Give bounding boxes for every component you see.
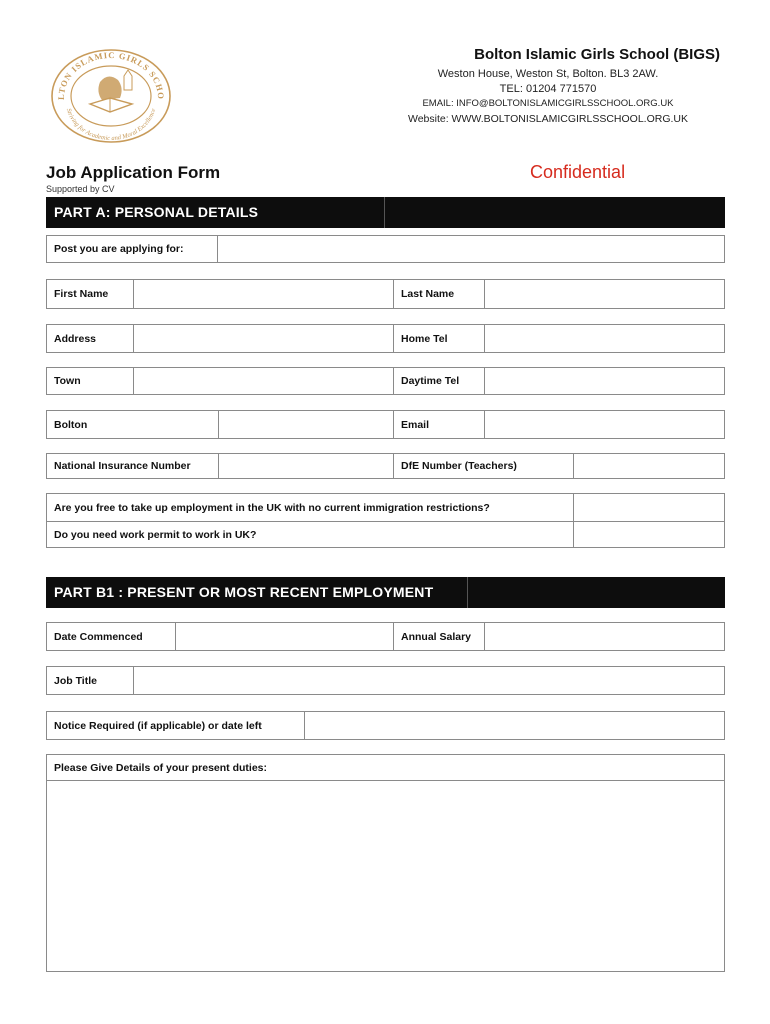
last-name-label: Last Name — [393, 280, 484, 308]
daytime-tel-field[interactable] — [484, 368, 724, 394]
bolton-label: Bolton — [54, 418, 88, 431]
job-title-row — [46, 666, 725, 695]
last-name-field[interactable] — [484, 280, 724, 308]
name-row — [46, 279, 725, 309]
school-tel: TEL: 01204 771570 — [499, 83, 597, 95]
first-name-label: First Name — [54, 288, 109, 300]
work-permit-label: Do you need work permit to work in UK? — [54, 528, 257, 541]
work-permit-field[interactable] — [573, 522, 724, 547]
section-part-b1-header — [46, 577, 725, 608]
svg-text:Striving for Academic and Mora — [65, 108, 157, 142]
section-part-a-header — [46, 197, 725, 228]
form-title: Job Application Form — [46, 163, 221, 182]
town-label: Town — [54, 375, 81, 387]
email-label: Email — [393, 411, 484, 438]
date-commenced-label: Date Commenced — [54, 630, 143, 643]
school-address: Weston House, Weston St, Bolton. BL3 2AW. — [437, 68, 659, 80]
ni-number-field[interactable] — [218, 454, 393, 478]
job-title-field[interactable] — [133, 667, 724, 694]
notice-row — [46, 711, 725, 740]
school-logo — [50, 46, 172, 144]
town-row — [46, 367, 725, 395]
logo-text: LTON ISLAMIC GIRLS SCHO — [55, 49, 167, 101]
address-field[interactable] — [133, 325, 393, 352]
annual-salary-field[interactable] — [484, 623, 724, 650]
confidential-label: Confidential — [530, 162, 626, 182]
home-tel-label: Home Tel — [393, 325, 484, 352]
dfe-number-label: DfE Number (Teachers) — [393, 454, 573, 478]
duties-field[interactable] — [46, 780, 725, 972]
school-website[interactable]: Website: WWW.BOLTONISLAMICGIRLSSCHOOL.ORG.UK — [407, 113, 689, 125]
post-label: Post you are applying for: — [54, 243, 184, 255]
free-to-work-label: Are you free to take up employment in the UK with no current immigration restrictions? — [54, 501, 490, 514]
ni-row — [46, 453, 725, 479]
supported-note: Supported by CV — [46, 184, 115, 194]
notice-field[interactable] — [304, 712, 724, 739]
duties-label: Please Give Details of your present duties: — [54, 761, 267, 774]
annual-salary-label: Annual Salary — [393, 623, 484, 650]
free-to-work-field[interactable] — [573, 494, 724, 521]
date-salary-row — [46, 622, 725, 651]
section-part-b1-title: PART B1 : PRESENT OR MOST RECENT EMPLOYMENT — [54, 584, 434, 600]
school-name: Bolton Islamic Girls School (BIGS) — [474, 46, 720, 63]
school-email[interactable]: EMAIL: INFO@BOLTONISLAMICGIRLSSCHOOL.ORG.UK — [422, 98, 674, 109]
address-label: Address — [54, 332, 97, 345]
post-field[interactable] — [217, 236, 724, 262]
bolton-field[interactable] — [218, 411, 393, 438]
daytime-tel-label: Daytime Tel — [393, 368, 484, 394]
logo-motto: Striving for Academic and Moral Excellence — [64, 107, 158, 143]
notice-label: Notice Required (if applicable) or date left — [54, 719, 262, 732]
post-row — [46, 235, 725, 263]
address-row — [46, 324, 725, 353]
first-name-field[interactable] — [133, 280, 393, 308]
job-title-label: Job Title — [54, 674, 97, 687]
bolton-row — [46, 410, 725, 439]
date-commenced-field[interactable] — [175, 623, 393, 650]
home-tel-field[interactable] — [484, 325, 724, 352]
email-field[interactable] — [484, 411, 724, 438]
immigration-questions — [46, 493, 725, 548]
duties-header-row — [46, 754, 725, 781]
ni-number-label: National Insurance Number — [54, 460, 191, 472]
town-field[interactable] — [133, 368, 393, 394]
dfe-number-field[interactable] — [573, 454, 724, 478]
section-part-a-title: PART A: PERSONAL DETAILS — [54, 204, 259, 220]
